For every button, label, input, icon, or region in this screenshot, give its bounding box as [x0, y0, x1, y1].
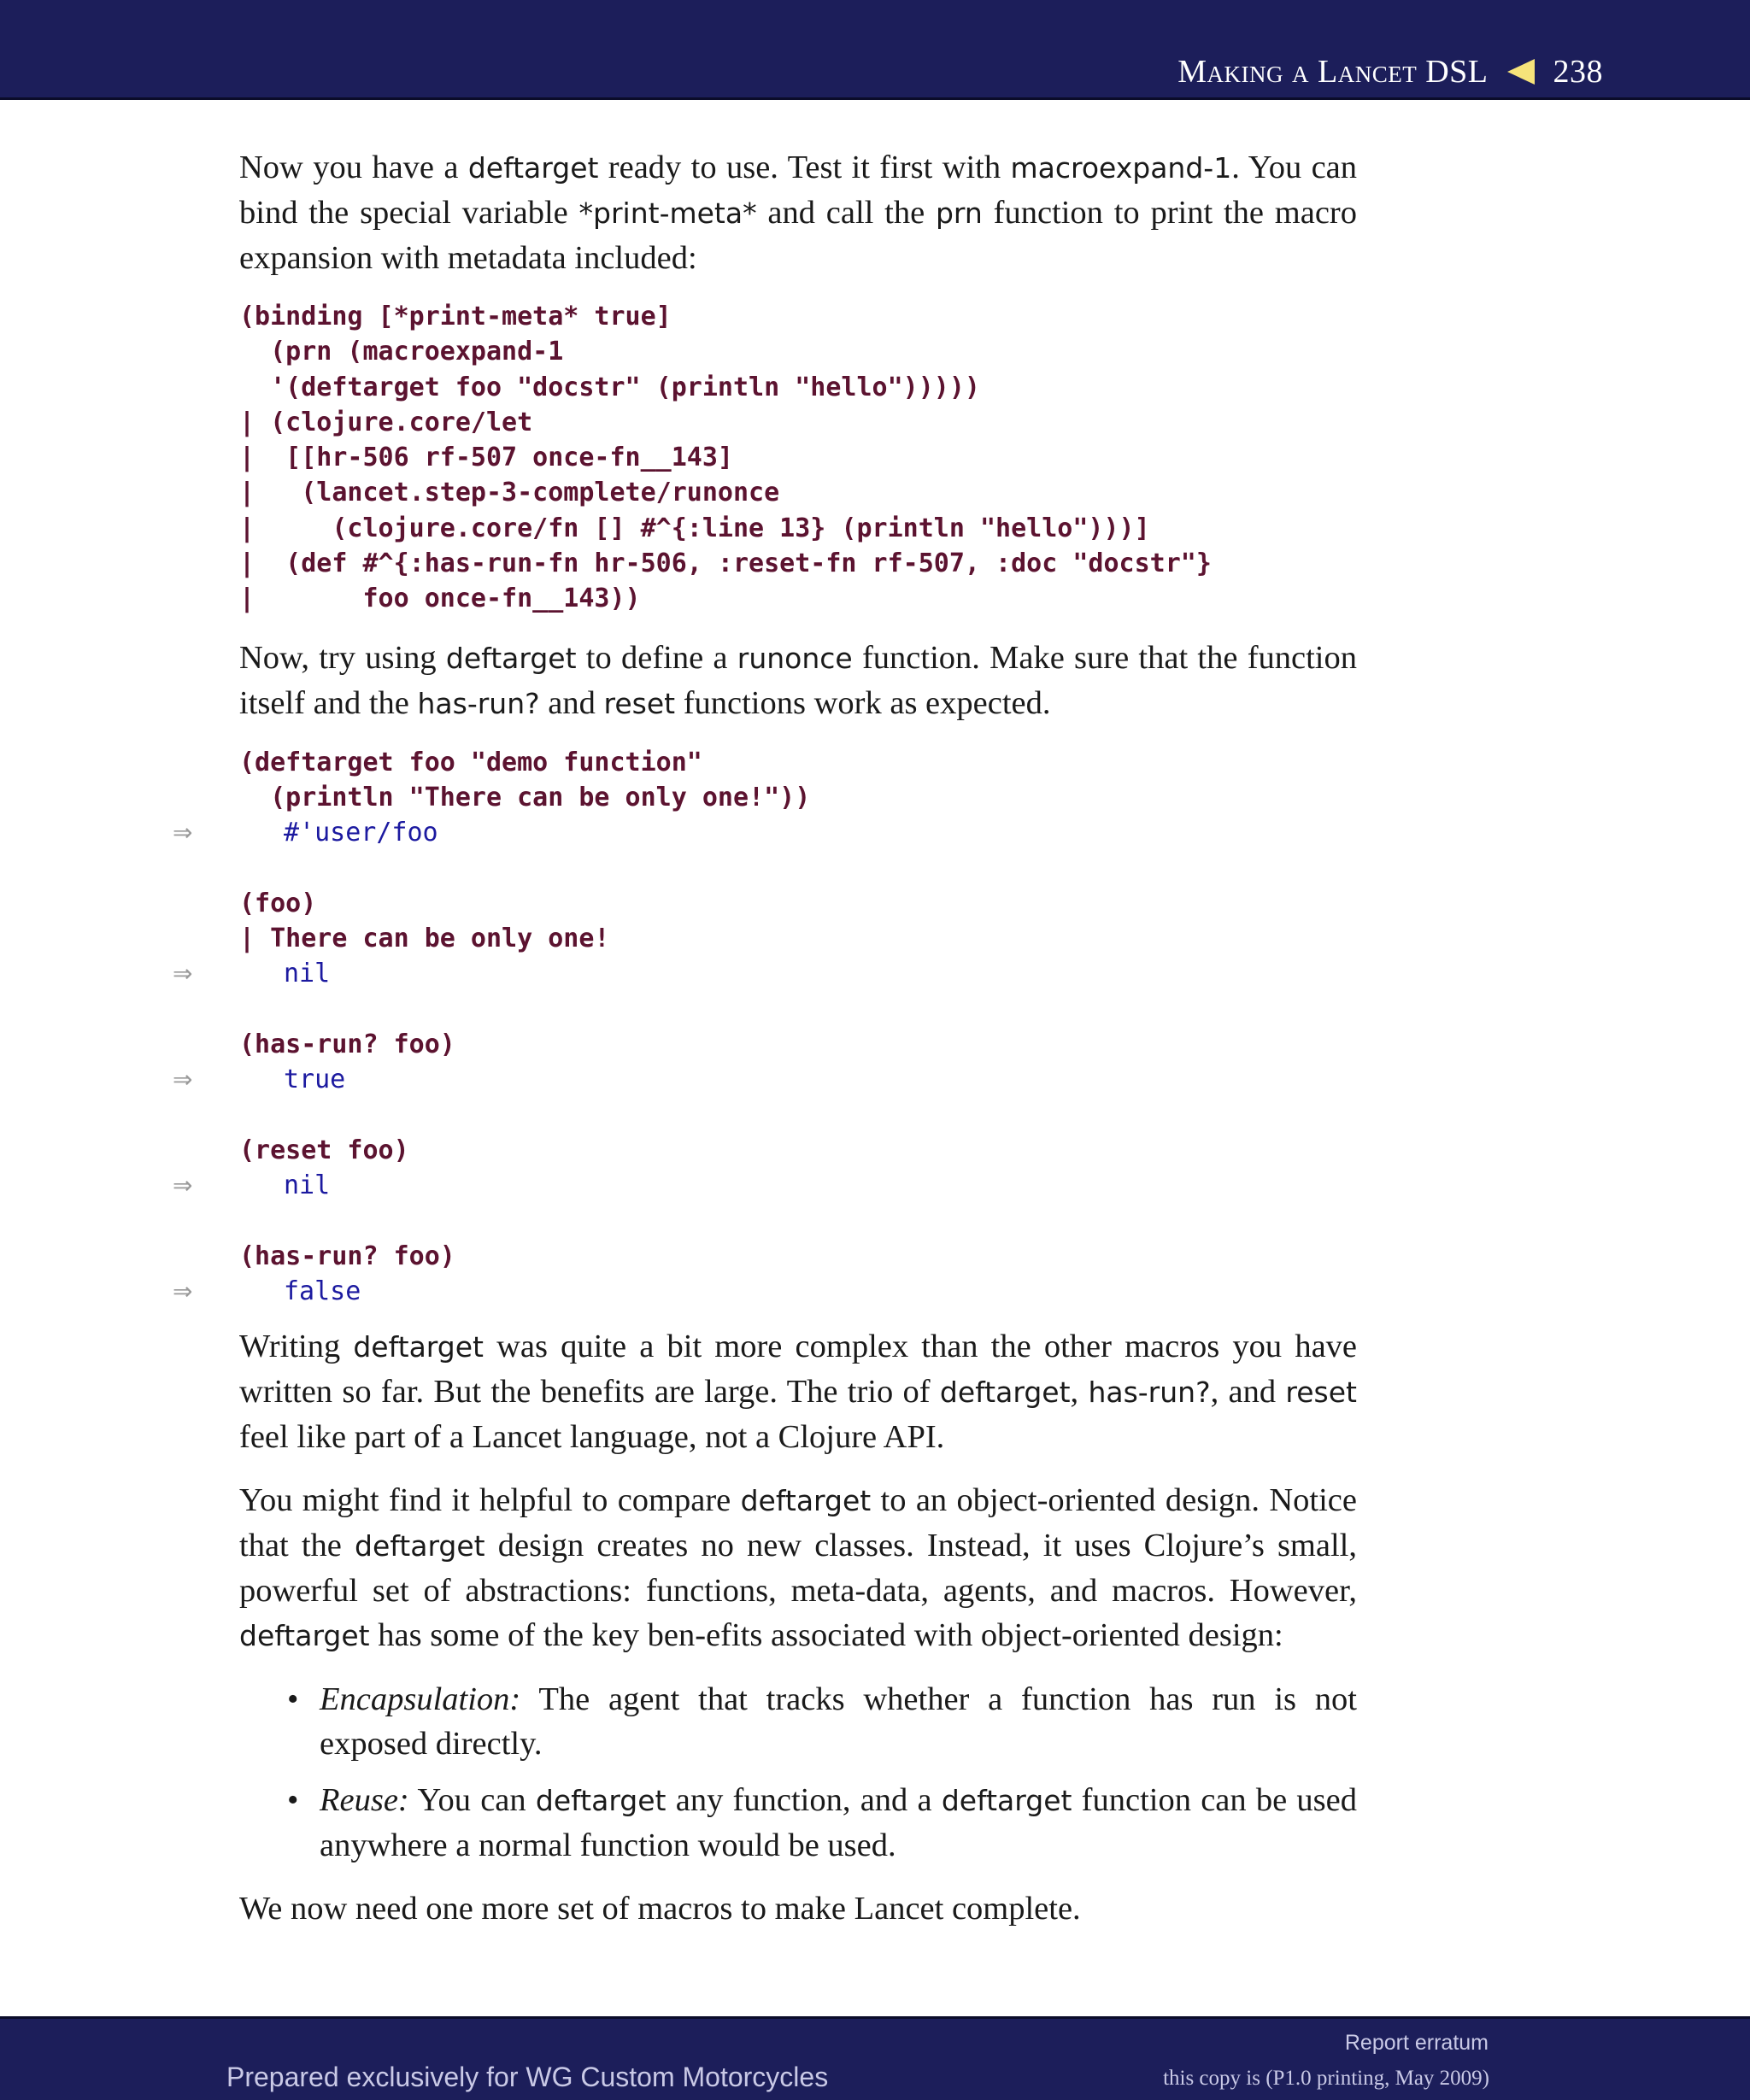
code-line: | There can be only one!	[239, 924, 610, 954]
code-line: (prn (macroexpand-1	[239, 337, 564, 367]
result-arrow-icon: ⇒	[173, 1277, 193, 1306]
code-line: (has-run? foo)	[239, 1029, 455, 1060]
bullet-icon: •	[287, 1782, 299, 1819]
paragraph-oo-comparison: You might find it helpful to compare deftarget to an object-oriented design. Notice that the deftarget design creates no new classes. Instead, it uses Clojure’s small, powerful set of abstractions: functions, meta-data, agents, and macros. However, deftarget has some of the key ben-efits associated with object-oriented design:	[239, 1482, 1357, 1654]
code-term: deftarget	[353, 1330, 484, 1364]
paragraph-complexity: Writing deftarget was quite a bit more complex than the other macros you have written so far. But the benefits are large. The trio of deftarget, has-run?, and reset feel like part of a Lancet language, not a Clojure API.	[239, 1329, 1357, 1456]
code-term: deftarget	[445, 641, 577, 675]
code-line: (println "There can be only one!"))	[239, 782, 811, 812]
previous-page-arrow-icon[interactable]	[1507, 59, 1535, 85]
code-term: reset	[603, 686, 676, 720]
benefits-list	[239, 1677, 1357, 1868]
code-line: '(deftarget foo "docstr" (println "hello")))))	[239, 372, 980, 402]
result-line: ⇒ false	[239, 1274, 1357, 1309]
page-number: 238	[1553, 54, 1603, 90]
list-item: • Reuse: You can deftarget any function, and a deftarget function can be used anywhere a normal function would be used.	[239, 1778, 1357, 1868]
result-arrow-icon: ⇒	[173, 1065, 193, 1094]
page-content	[173, 145, 1357, 1931]
code-line: | (clojure.core/let	[239, 407, 533, 437]
printing-notice: this copy is (P1.0 printing, May 2009)	[1163, 2067, 1489, 2090]
result-line: ⇒ nil	[239, 1168, 1357, 1203]
code-line: | [[hr-506 rf-507 once-fn__143]	[239, 443, 733, 473]
code-term: reset	[1285, 1376, 1357, 1410]
bullet-icon: •	[287, 1681, 299, 1718]
result-arrow-icon: ⇒	[173, 818, 193, 848]
header-bar	[0, 0, 1750, 100]
code-line: (reset foo)	[239, 1135, 409, 1165]
result-arrow-icon: ⇒	[173, 959, 193, 988]
code-block-repl-session	[173, 745, 1357, 1310]
code-term: prn	[935, 197, 983, 230]
code-term: deftarget	[467, 151, 599, 185]
list-item: • Encapsulation: The agent that tracks whether a function has run is not exposed directly.	[239, 1677, 1357, 1766]
code-block-macroexpand	[239, 299, 1357, 617]
code-line: | (lancet.step-3-complete/runonce	[239, 478, 780, 508]
prepared-for-notice: Prepared exclusively for WG Custom Motorcycles	[226, 2062, 829, 2092]
result-line: ⇒ true	[239, 1062, 1357, 1097]
result-line: ⇒ #'user/foo	[239, 815, 1357, 850]
footer-bar	[0, 2016, 1750, 2100]
code-term: deftarget	[535, 1784, 667, 1818]
code-term: deftarget	[939, 1376, 1071, 1410]
code-line: (deftarget foo "demo function"	[239, 747, 702, 777]
code-term: runonce	[737, 641, 853, 675]
running-header	[1177, 53, 1603, 91]
code-line: (has-run? foo)	[239, 1241, 455, 1271]
paragraph-try-deftarget: Now, try using deftarget to define a runonce function. Make sure that the function itself and the has-run? and reset functions work as expected.	[239, 639, 1357, 721]
section-title: Making a Lancet DSL	[1177, 54, 1489, 90]
code-line: | (clojure.core/fn [] #^{:line 13} (println "hello")))]	[239, 513, 1150, 543]
paragraph-intro: Now you have a deftarget ready to use. Test it first with macroexpand-1. You can bind the special variable *print-meta* and call the prn function to print the macro expansion with metadata included:	[239, 150, 1357, 276]
code-term: has-run?	[417, 686, 540, 720]
code-term: *print-meta*	[578, 197, 757, 230]
result-line: ⇒ nil	[239, 956, 1357, 991]
code-line: (foo)	[239, 888, 317, 918]
code-term: macroexpand-1	[1010, 151, 1232, 185]
code-term: deftarget	[941, 1784, 1072, 1818]
code-line: | (def #^{:has-run-fn hr-506, :reset-fn rf-507, :doc "docstr"}	[239, 548, 1212, 579]
code-term: has-run?	[1088, 1376, 1211, 1410]
code-line: (binding [*print-meta* true]	[239, 302, 672, 331]
paragraph-closing: We now need one more set of macros to make Lancet complete.	[239, 1891, 1081, 1927]
code-term: deftarget	[239, 1619, 370, 1653]
code-line: | foo once-fn__143))	[239, 584, 641, 614]
code-term: deftarget	[355, 1529, 485, 1563]
result-arrow-icon: ⇒	[173, 1171, 193, 1200]
code-term: deftarget	[740, 1484, 872, 1518]
report-erratum-link[interactable]: Report erratum	[1344, 2031, 1489, 2055]
